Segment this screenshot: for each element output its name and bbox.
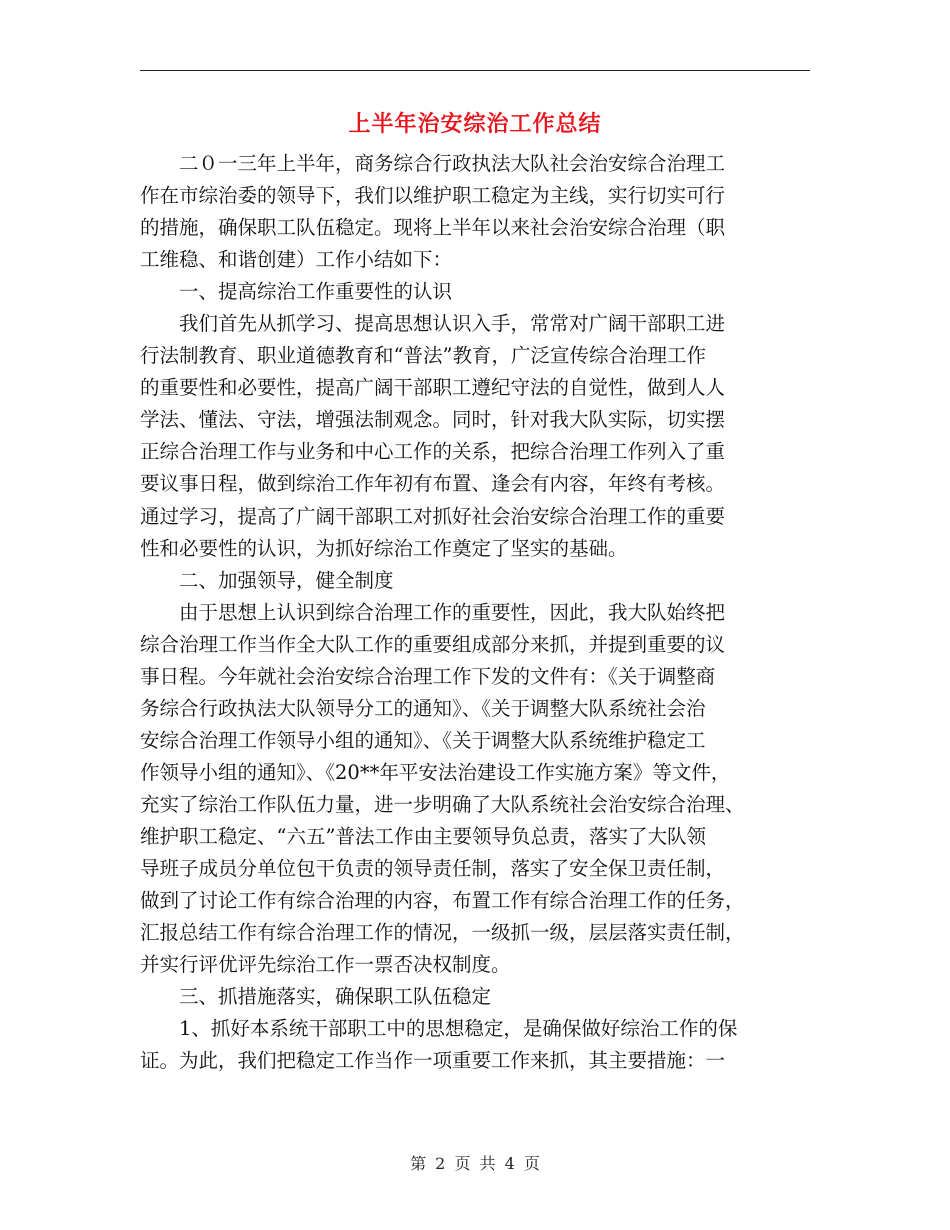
body-line: 二０一三年上半年，商务综合行政执法大队社会治安综合治理工	[140, 152, 726, 175]
body-line: 我们首先从抓学习、提高思想认识入手，常常对广阔干部职工进	[140, 312, 726, 336]
body-line: 证。为此，我们把稳定工作当作一项重要工作来抓，其主要措施：一	[140, 1049, 726, 1073]
body-line: 的措施，确保职工队伍稳定。现将上半年以来社会治安综合治理（职	[140, 216, 726, 240]
page-number: 第 2 页 共 4 页	[410, 1154, 540, 1173]
body-line: 学法、懂法、守法，增强法制观念。同时，针对我大队实际，切实摆	[140, 408, 726, 432]
body-line: 通过学习，提高了广阔干部职工对抓好社会治安综合治理工作的重要	[140, 504, 726, 528]
body-line: 做到了讨论工作有综合治理的内容，布置工作有综合治理工作的任务，	[140, 889, 745, 913]
document-title: 上半年治安综治工作总结	[348, 112, 602, 137]
body-line: 导班子成员分单位包干负责的领导责任制，落实了安全保卫责任制，	[140, 857, 726, 881]
body-line: 作在市综治委的领导下，我们以维护职工稳定为主线，实行切实可行	[140, 184, 726, 208]
body-line: 工维稳、和谐创建）工作小结如下：	[140, 248, 453, 272]
section-heading-1: 一、提高综治工作重要性的认识	[140, 280, 453, 304]
body-line: 并实行评优评先综治工作一票否决权制度。	[140, 953, 511, 977]
body-line: 行法制教育、职业道德教育和“普法”教育，广泛宣传综合治理工作	[140, 344, 706, 368]
body-line: 维护职工稳定、“六五”普法工作由主要领导负总责，落实了大队领	[140, 824, 706, 848]
body-line: 性和必要性的认识，为抓好综治工作奠定了坚实的基础。	[140, 536, 628, 560]
body-line: 正综合治理工作与业务和中心工作的关系，把综合治理工作列入了重	[140, 440, 726, 464]
body-line: 1、抓好本系统干部职工中的思想稳定，是确保做好综治工作的保	[140, 1017, 738, 1041]
body-line: 综合治理工作当作全大队工作的重要组成部分来抓，并提到重要的议	[140, 632, 726, 656]
document-body	[140, 148, 806, 1077]
section-heading-2: 二、加强领导，健全制度	[140, 568, 394, 592]
body-line: 务综合行政执法大队领导分工的通知》、《关于调整大队系统社会治	[140, 696, 706, 720]
body-line: 作领导小组的通知》、《20**年平安法治建设工作实施方案》等文件，	[140, 760, 731, 784]
header-rule	[140, 70, 810, 71]
body-line: 由于思想上认识到综合治理工作的重要性，因此，我大队始终把	[140, 600, 726, 624]
body-line: 安综合治理工作领导小组的通知》、《关于调整大队系统维护稳定工	[140, 728, 706, 752]
body-line: 的重要性和必要性，提高广阔干部职工遵纪守法的自觉性，做到人人	[140, 376, 726, 400]
body-line: 充实了综治工作队伍力量，进一步明确了大队系统社会治安综合治理、	[140, 792, 745, 816]
body-line: 要议事日程，做到综治工作年初有布置、逢会有内容，年终有考核。	[140, 472, 726, 496]
body-line: 事日程。今年就社会治安综合治理工作下发的文件有：《关于调整商	[140, 664, 716, 688]
section-heading-3: 三、抓措施落实，确保职工队伍稳定	[140, 985, 492, 1009]
body-line: 汇报总结工作有综合治理工作的情况，一级抓一级，层层落实责任制，	[140, 921, 745, 945]
